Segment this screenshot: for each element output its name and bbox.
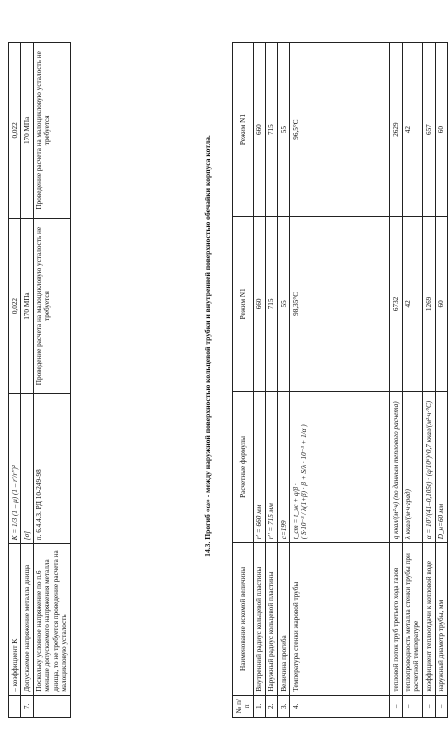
table-row <box>423 43 435 718</box>
formula-cell: λ ккал/(м·ч·град) <box>402 391 423 543</box>
mode-2-value: 715 <box>265 43 277 217</box>
row-number: – <box>423 695 435 717</box>
row-number: – <box>390 695 402 717</box>
mode-2-value: 660 <box>253 43 265 217</box>
stress-calculation-table <box>8 42 71 718</box>
row-number: 2. <box>265 695 277 717</box>
row-number <box>9 695 21 717</box>
deflection-calculation-table <box>232 42 448 718</box>
quantity-name: Величина прогиба <box>278 543 290 695</box>
formula-cell: D_н=60 мм <box>435 391 447 543</box>
mode-1-value: 55 <box>278 217 290 391</box>
row-number: 7. <box>21 695 33 717</box>
mode-1-value: 170 МПа <box>21 218 33 394</box>
mode-2-value: 2629 <box>390 43 402 217</box>
mode-2-value: 657 <box>423 43 435 217</box>
table-row <box>290 43 390 718</box>
mode-1-value: 660 <box>253 217 265 391</box>
header-mode-2: Режим N1 <box>233 43 254 217</box>
table-row <box>265 43 277 718</box>
header-name: Наименование искомой величины <box>233 543 254 695</box>
quantity-name: Допускаемое напряжение металла днища <box>21 544 33 696</box>
mode-1-value: 715 <box>265 217 277 391</box>
header-mode-1: Режим N1 <box>233 217 254 391</box>
table-row <box>278 43 290 718</box>
header-formula: Расчетные формулы <box>233 391 254 543</box>
table-row <box>390 43 402 718</box>
formula-cell: q ккал/(м²·ч) (по данным теплового расчета) <box>390 391 402 543</box>
mode-2-value: Проведение расчета на малоцикловую усталость не требуется <box>33 43 70 219</box>
formula-cell: α = 10⁷/(41–0,105t) · (q/10⁶)^0,7 ккал/(м²·ч·°C) <box>423 391 435 543</box>
row-number: – <box>402 695 423 717</box>
formula-cell: п. 6.4.4.3. РД 10-249-98 <box>33 394 70 544</box>
formula-cell: r'' = 715 мм <box>265 391 277 543</box>
row-number: – <box>435 695 447 717</box>
mode-1-value: 0,022 <box>9 218 21 394</box>
row-number: 3. <box>278 695 290 717</box>
quantity-name: Температура стенки жаровой трубы <box>290 543 390 695</box>
table-row <box>9 43 21 718</box>
quantity-name: наружный диаметр трубы, мм <box>435 543 447 695</box>
table-row <box>402 43 423 718</box>
mode-2-value: 0,022 <box>9 43 21 219</box>
mode-1-value: 42 <box>402 217 423 391</box>
mode-2-value: 42 <box>402 43 423 217</box>
header-number: № п/п <box>233 695 254 717</box>
formula-cell: r' = 660 мм <box>253 391 265 543</box>
mode-1-value: 1269 <box>423 217 435 391</box>
quantity-name: коэффициент теплоотдачи к котловой воде <box>423 543 435 695</box>
row-number <box>33 695 70 717</box>
mode-2-value: 170 МПа <box>21 43 33 219</box>
quantity-name: Поскольку условное напряжение по п.6 меньше допускаемого напряжения металла днища, то не требуется проведение расчета на малоцикловую усталость <box>33 544 70 696</box>
quantity-name: – коэффициент K <box>9 544 21 696</box>
table-row <box>21 43 33 718</box>
table-row <box>435 43 447 718</box>
mode-1-value: 98,35°C <box>290 217 390 391</box>
quantity-name: Внутренний радиус кольцевой пластины <box>253 543 265 695</box>
mode-1-value: Проведение расчета на малоцикловую усталость не требуется <box>33 218 70 394</box>
row-number: 1. <box>253 695 265 717</box>
table-header-row <box>233 43 254 718</box>
formula-cell: c=199 <box>278 391 290 543</box>
mode-2-value: 55 <box>278 43 290 217</box>
table-row <box>33 43 70 718</box>
table-row <box>253 43 265 718</box>
formula-cell: [σ] <box>21 394 33 544</box>
row-number: 4. <box>290 695 390 717</box>
quantity-name: теплопроводность металла стенки трубы при расчетной температуре <box>402 543 423 695</box>
formula-cell: K = 1/3 (1 – μ) (1 – r'/r'')² <box>9 394 21 544</box>
mode-2-value: 96,5°C <box>290 43 390 217</box>
quantity-name: тепловой поток труб третьего хода газов <box>390 543 402 695</box>
mode-1-value: 60 <box>435 217 447 391</box>
formula-cell: t_ст = t_ж + q/β · ( S·10⁻³ / λ(1+β) · β + S/λ · 10⁻³ + 1/α ) <box>290 391 390 543</box>
quantity-name: Наружный радиус кольцевой пластины <box>265 543 277 695</box>
mode-1-value: 6732 <box>390 217 402 391</box>
section-title: 14.3. Прогиб «ω» - между наружной поверхностью кольцевой трубки и внутренней поверхностью обечайки корпуса котла. <box>203 135 212 557</box>
mode-2-value: 60 <box>435 43 447 217</box>
